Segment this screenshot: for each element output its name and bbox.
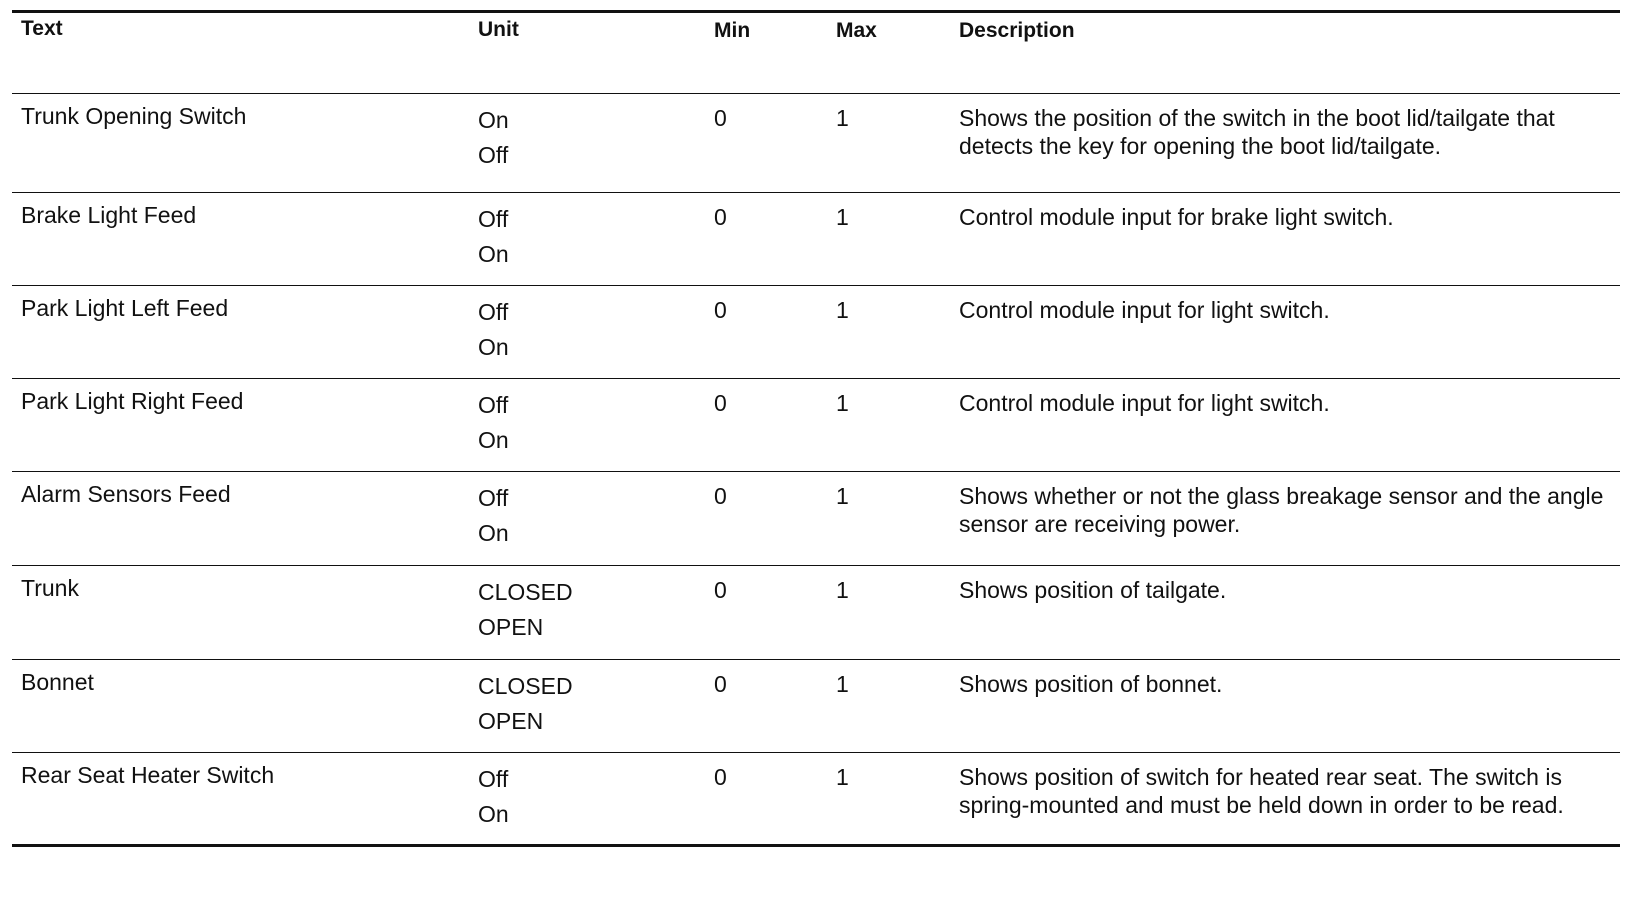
table-row: [12, 286, 1620, 379]
unit-value: OPEN: [478, 614, 544, 640]
row-text: Bonnet: [21, 669, 94, 695]
unit-value: On: [478, 427, 509, 453]
row-min: 0: [714, 390, 727, 416]
row-units: [478, 481, 678, 551]
row-description: Control module input for light switch.: [959, 297, 1330, 323]
row-description: Shows whether or not the glass breakage sensor and the angle sensor are receiving power.: [959, 483, 1604, 537]
header-text: Text: [21, 17, 63, 40]
unit-value: Off: [478, 299, 509, 325]
header-min: Min: [714, 19, 751, 42]
row-min: 0: [714, 105, 727, 131]
row-min: 0: [714, 204, 727, 230]
row-text: Alarm Sensors Feed: [21, 481, 231, 507]
row-units: [478, 202, 678, 272]
row-max: 1: [836, 390, 849, 416]
header-max: Max: [836, 19, 877, 42]
row-min: 0: [714, 764, 727, 790]
row-text: Brake Light Feed: [21, 202, 197, 228]
row-min: 0: [714, 297, 727, 323]
unit-value: Off: [478, 485, 509, 511]
row-description: Shows position of bonnet.: [959, 671, 1223, 697]
row-max: 1: [836, 577, 849, 603]
table-header: [12, 13, 1620, 94]
row-max: 1: [836, 483, 849, 509]
row-min: 0: [714, 483, 727, 509]
row-text: Trunk Opening Switch: [21, 103, 247, 129]
row-max: 1: [836, 297, 849, 323]
table-row: [12, 660, 1620, 753]
row-max: 1: [836, 204, 849, 230]
row-max: 1: [836, 764, 849, 790]
row-units: [478, 388, 678, 458]
row-description: Control module input for brake light switch.: [959, 204, 1394, 230]
unit-value: Off: [478, 142, 509, 168]
unit-value: OPEN: [478, 708, 544, 734]
unit-value: On: [478, 801, 509, 827]
row-text: Park Light Left Feed: [21, 295, 229, 321]
table-row: [12, 379, 1620, 472]
table-row: [12, 94, 1620, 193]
row-units: [478, 103, 678, 173]
unit-value: On: [478, 107, 509, 133]
row-max: 1: [836, 105, 849, 131]
unit-value: On: [478, 241, 509, 267]
row-units: [478, 575, 678, 645]
header-description: Description: [959, 19, 1075, 42]
unit-value: On: [478, 334, 509, 360]
unit-value: CLOSED: [478, 579, 573, 605]
table-bottom-rule: [12, 844, 1620, 847]
row-units: [478, 669, 678, 739]
row-description: Shows position of tailgate.: [959, 577, 1227, 603]
unit-value: Off: [478, 206, 509, 232]
unit-value: CLOSED: [478, 673, 573, 699]
header-unit: Unit: [478, 18, 519, 41]
table-row: [12, 566, 1620, 660]
row-description: Control module input for light switch.: [959, 390, 1330, 416]
table-row: [12, 472, 1620, 566]
row-text: Rear Seat Heater Switch: [21, 762, 275, 788]
row-max: 1: [836, 671, 849, 697]
row-text: Trunk: [21, 575, 79, 601]
row-units: [478, 295, 678, 365]
row-min: 0: [714, 671, 727, 697]
row-units: [478, 762, 678, 832]
unit-value: On: [478, 520, 509, 546]
row-min: 0: [714, 577, 727, 603]
row-description: Shows position of switch for heated rear seat. The switch is spring-mounted and must be held down in order to be read.: [959, 764, 1564, 818]
table-row: [12, 193, 1620, 286]
row-description: Shows the position of the switch in the boot lid/tailgate that detects the key for opening the boot lid/tailgate.: [959, 105, 1555, 159]
row-text: Park Light Right Feed: [21, 388, 244, 414]
unit-value: Off: [478, 766, 509, 792]
table-row: [12, 753, 1620, 853]
unit-value: Off: [478, 392, 509, 418]
